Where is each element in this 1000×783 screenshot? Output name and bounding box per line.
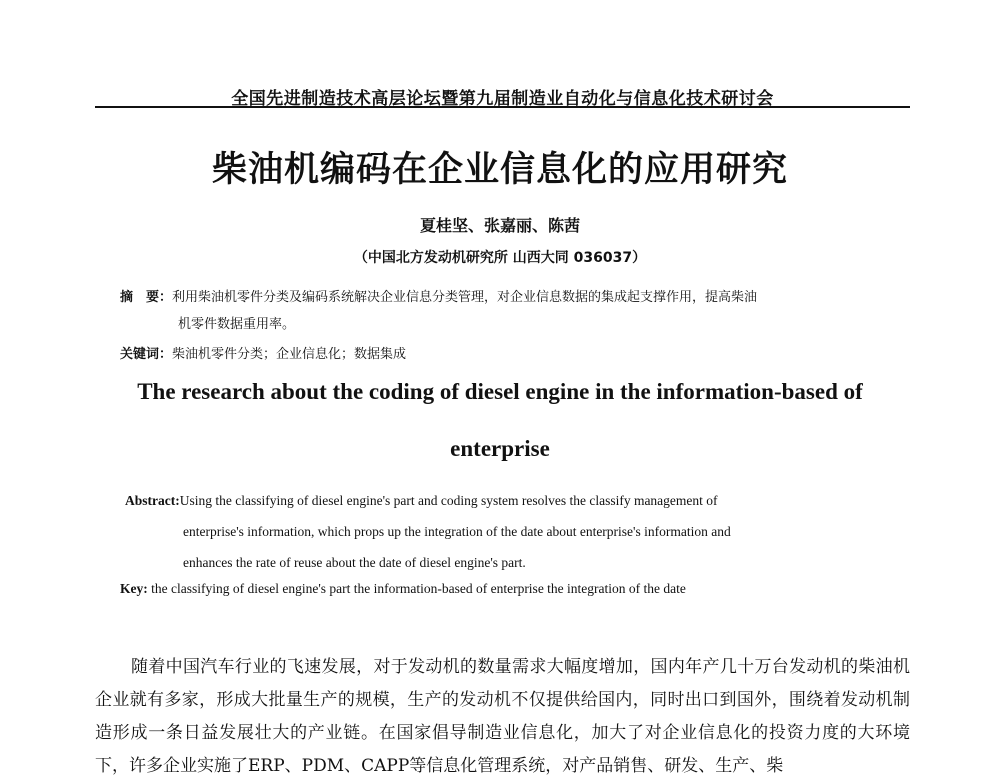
header-rule (95, 106, 910, 108)
abstract-chinese (120, 284, 890, 338)
keywords-english-label: Key: (120, 581, 148, 596)
paper-title-english-line-2: enterprise (450, 436, 550, 461)
abstract-english-line-3: enhances the rate of reuse about the date of diesel engine's part. (183, 555, 526, 570)
abstract-chinese-line-2: 机零件数据重用率。 (178, 317, 296, 332)
authors: 夏桂坚、张嘉丽、陈茜 (419, 216, 580, 235)
keywords-chinese-label: 关键词： (120, 347, 173, 362)
running-header: 全国先进制造技术高层论坛暨第九届制造业自动化与信息化技术研讨会 (231, 89, 774, 109)
keywords-english (120, 581, 900, 597)
paper-title-english-line-1: The research about the coding of diesel engine in the information-based of (137, 379, 863, 404)
abstract-chinese-line-1: 利用柴油机零件分类及编码系统解决企业信息分类管理，对企业信息数据的集成起支撑作用，提高柴油 (172, 290, 758, 305)
abstract-english (125, 485, 870, 578)
body-paragraph: 随着中国汽车行业的飞速发展，对于发动机的数量需求大幅度增加，国内年产几十万台发动机的柴油机企业就有多家，形成大批量生产的规模，生产的发动机不仅提供给国内，同时出口到国外，围绕着发动机制造形成一条日益发展壮大的产业链。在国家倡导制造业信息化，加大了对企业信息化的投资力度的大环境下，许多企业实施了ERP、PDM、CAPP等信息化管理系统，对产品销售、研发、生产、柴 (95, 657, 910, 776)
abstract-english-line-2: enterprise's information, which props up the integration of the date about enterprise's information and (183, 524, 731, 539)
abstract-english-label: Abstract: (125, 493, 180, 508)
keywords-chinese-text: 柴油机零件分类；企业信息化；数据集成 (172, 347, 407, 362)
abstract-english-line-1: Using the classifying of diesel engine's part and coding system resolves the classify management of (179, 493, 718, 508)
abstract-chinese-label: 摘 要： (120, 290, 173, 305)
affiliation: （中国北方发动机研究所 山西大同 036037） (353, 250, 647, 266)
paper-title-chinese: 柴油机编码在企业信息化的应用研究 (211, 150, 788, 190)
keywords-chinese (120, 343, 890, 362)
keywords-english-text: the classifying of diesel engine's part the information-based of enterprise the integration of the date (147, 581, 686, 596)
